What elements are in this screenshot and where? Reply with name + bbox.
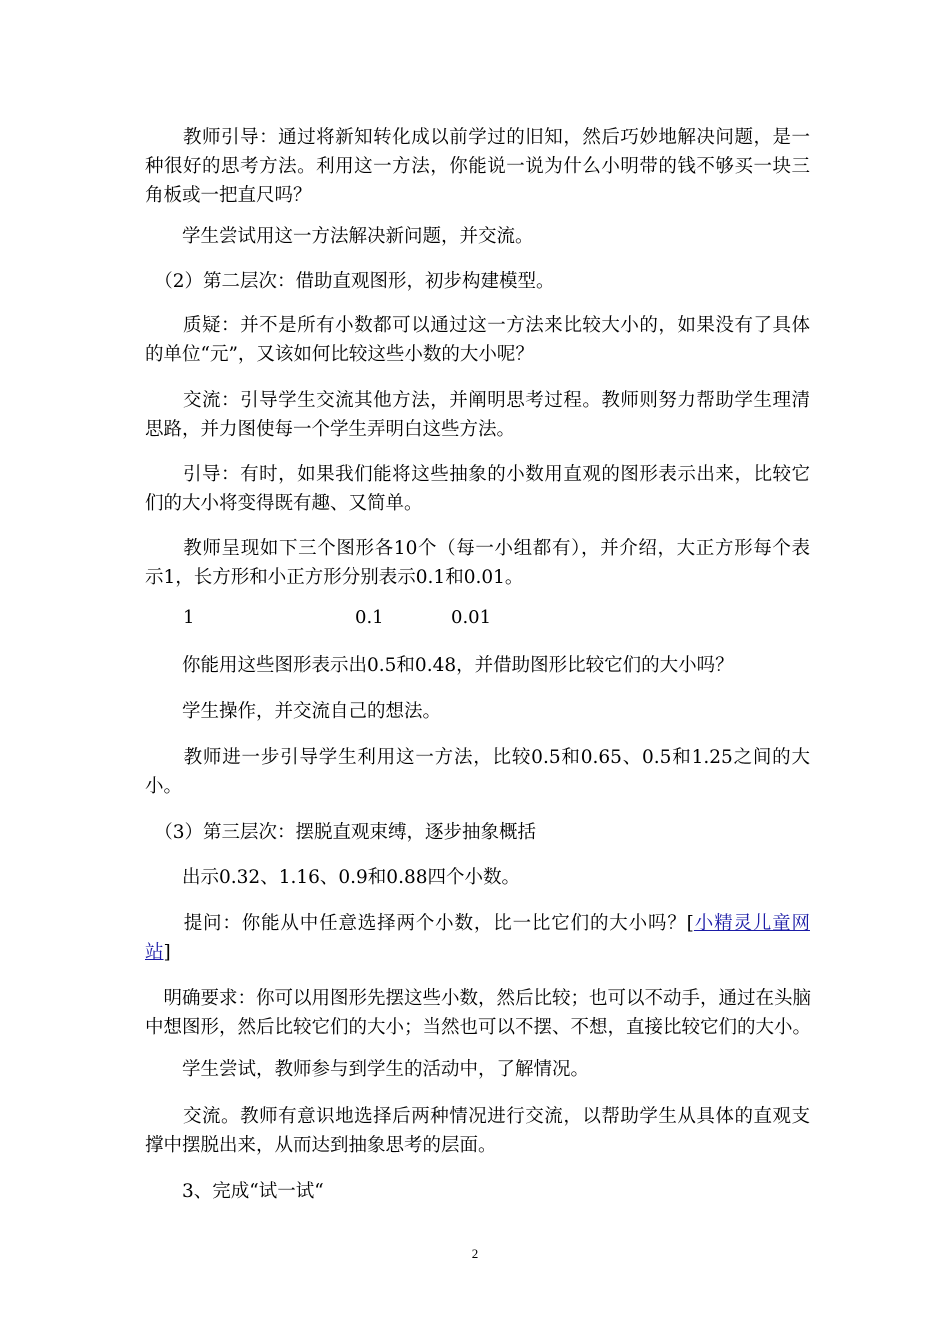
paragraph-line: 明确要求：你可以用图形先摆这些小数，然后比较；也可以不动手，通过在头脑 — [145, 988, 812, 1009]
paragraph-line: 交流：引导学生交流其他方法，并阐明思考过程。教师则努力帮助学生理清 — [145, 390, 810, 411]
paragraph-line: 中想图形，然后比较它们的大小；当然也可以不摆、不想，直接比较它们的大小。 — [145, 1017, 812, 1038]
section-heading: （3）第三层次：摆脱直观束缚，逐步抽象概括 — [145, 822, 537, 843]
paragraph-line: 教师进一步引导学生利用这一方法，比较0.5和0.65、0.5和1.25之间的大 — [145, 747, 810, 768]
paragraph: 出示0.32、1.16、0.9和0.88四个小数。 — [145, 867, 520, 888]
figure-label-rectangle: 0.1 — [355, 607, 384, 628]
paragraph: 你能用这些图形表示出0.5和0.48，并借助图形比较它们的大小吗？ — [145, 655, 734, 676]
site-link[interactable]: 小精灵儿童网 — [693, 913, 810, 934]
paragraph-line: 质疑：并不是所有小数都可以通过这一方法来比较大小的，如果没有了具体 — [145, 315, 810, 336]
paragraph-line: 的单位“元”，又该如何比较这些小数的大小呢？ — [145, 344, 534, 365]
figure-label-small-square: 0.01 — [451, 607, 492, 628]
paragraph-line: 引导：有时，如果我们能将这些抽象的小数用直观的图形表示出来，比较它 — [145, 464, 810, 485]
paragraph-line — [145, 941, 810, 965]
paragraph-line: 们的大小将变得既有趣、又简单。 — [145, 493, 423, 514]
paragraph-line: 教师引导：通过将新知转化成以前学过的旧知，然后巧妙地解决问题，是一 — [145, 127, 810, 148]
closing-bracket: ] — [163, 942, 171, 963]
paragraph-line: 撑中摆脱出来，从而达到抽象思考的层面。 — [145, 1135, 497, 1156]
paragraph-line: 小。 — [145, 776, 183, 797]
paragraph-line: 教师呈现如下三个图形各10个（每一小组都有），并介绍，大正方形每个表 — [145, 538, 810, 559]
paragraph-line — [145, 912, 810, 936]
page-number: 2 — [471, 1246, 479, 1261]
paragraph: 学生尝试，教师参与到学生的活动中，了解情况。 — [145, 1059, 590, 1080]
paragraph-line: 角板或一把直尺吗？ — [145, 185, 312, 206]
paragraph-line: 交流。教师有意识地选择后两种情况进行交流，以帮助学生从具体的直观支 — [145, 1106, 810, 1127]
site-link-continued[interactable]: 站 — [145, 942, 164, 963]
paragraph-line: 思路，并力图使每一个学生弄明白这些方法。 — [145, 419, 516, 440]
paragraph-line: 种很好的思考方法。利用这一方法，你能说一说为什么小明带的钱不够买一块三 — [145, 156, 810, 177]
paragraph: 3、完成“试一试“ — [145, 1181, 324, 1202]
figure-label-square: 1 — [183, 607, 195, 628]
section-heading: （2）第二层次：借助直观图形，初步构建模型。 — [145, 271, 555, 292]
paragraph: 学生操作，并交流自己的想法。 — [145, 701, 442, 722]
question-text: 提问：你能从中任意选择两个小数，比一比它们的大小吗？[ — [145, 913, 694, 934]
paragraph-line: 示1，长方形和小正方形分别表示0.1和0.01。 — [145, 567, 524, 588]
paragraph: 学生尝试用这一方法解决新问题，并交流。 — [145, 226, 534, 247]
